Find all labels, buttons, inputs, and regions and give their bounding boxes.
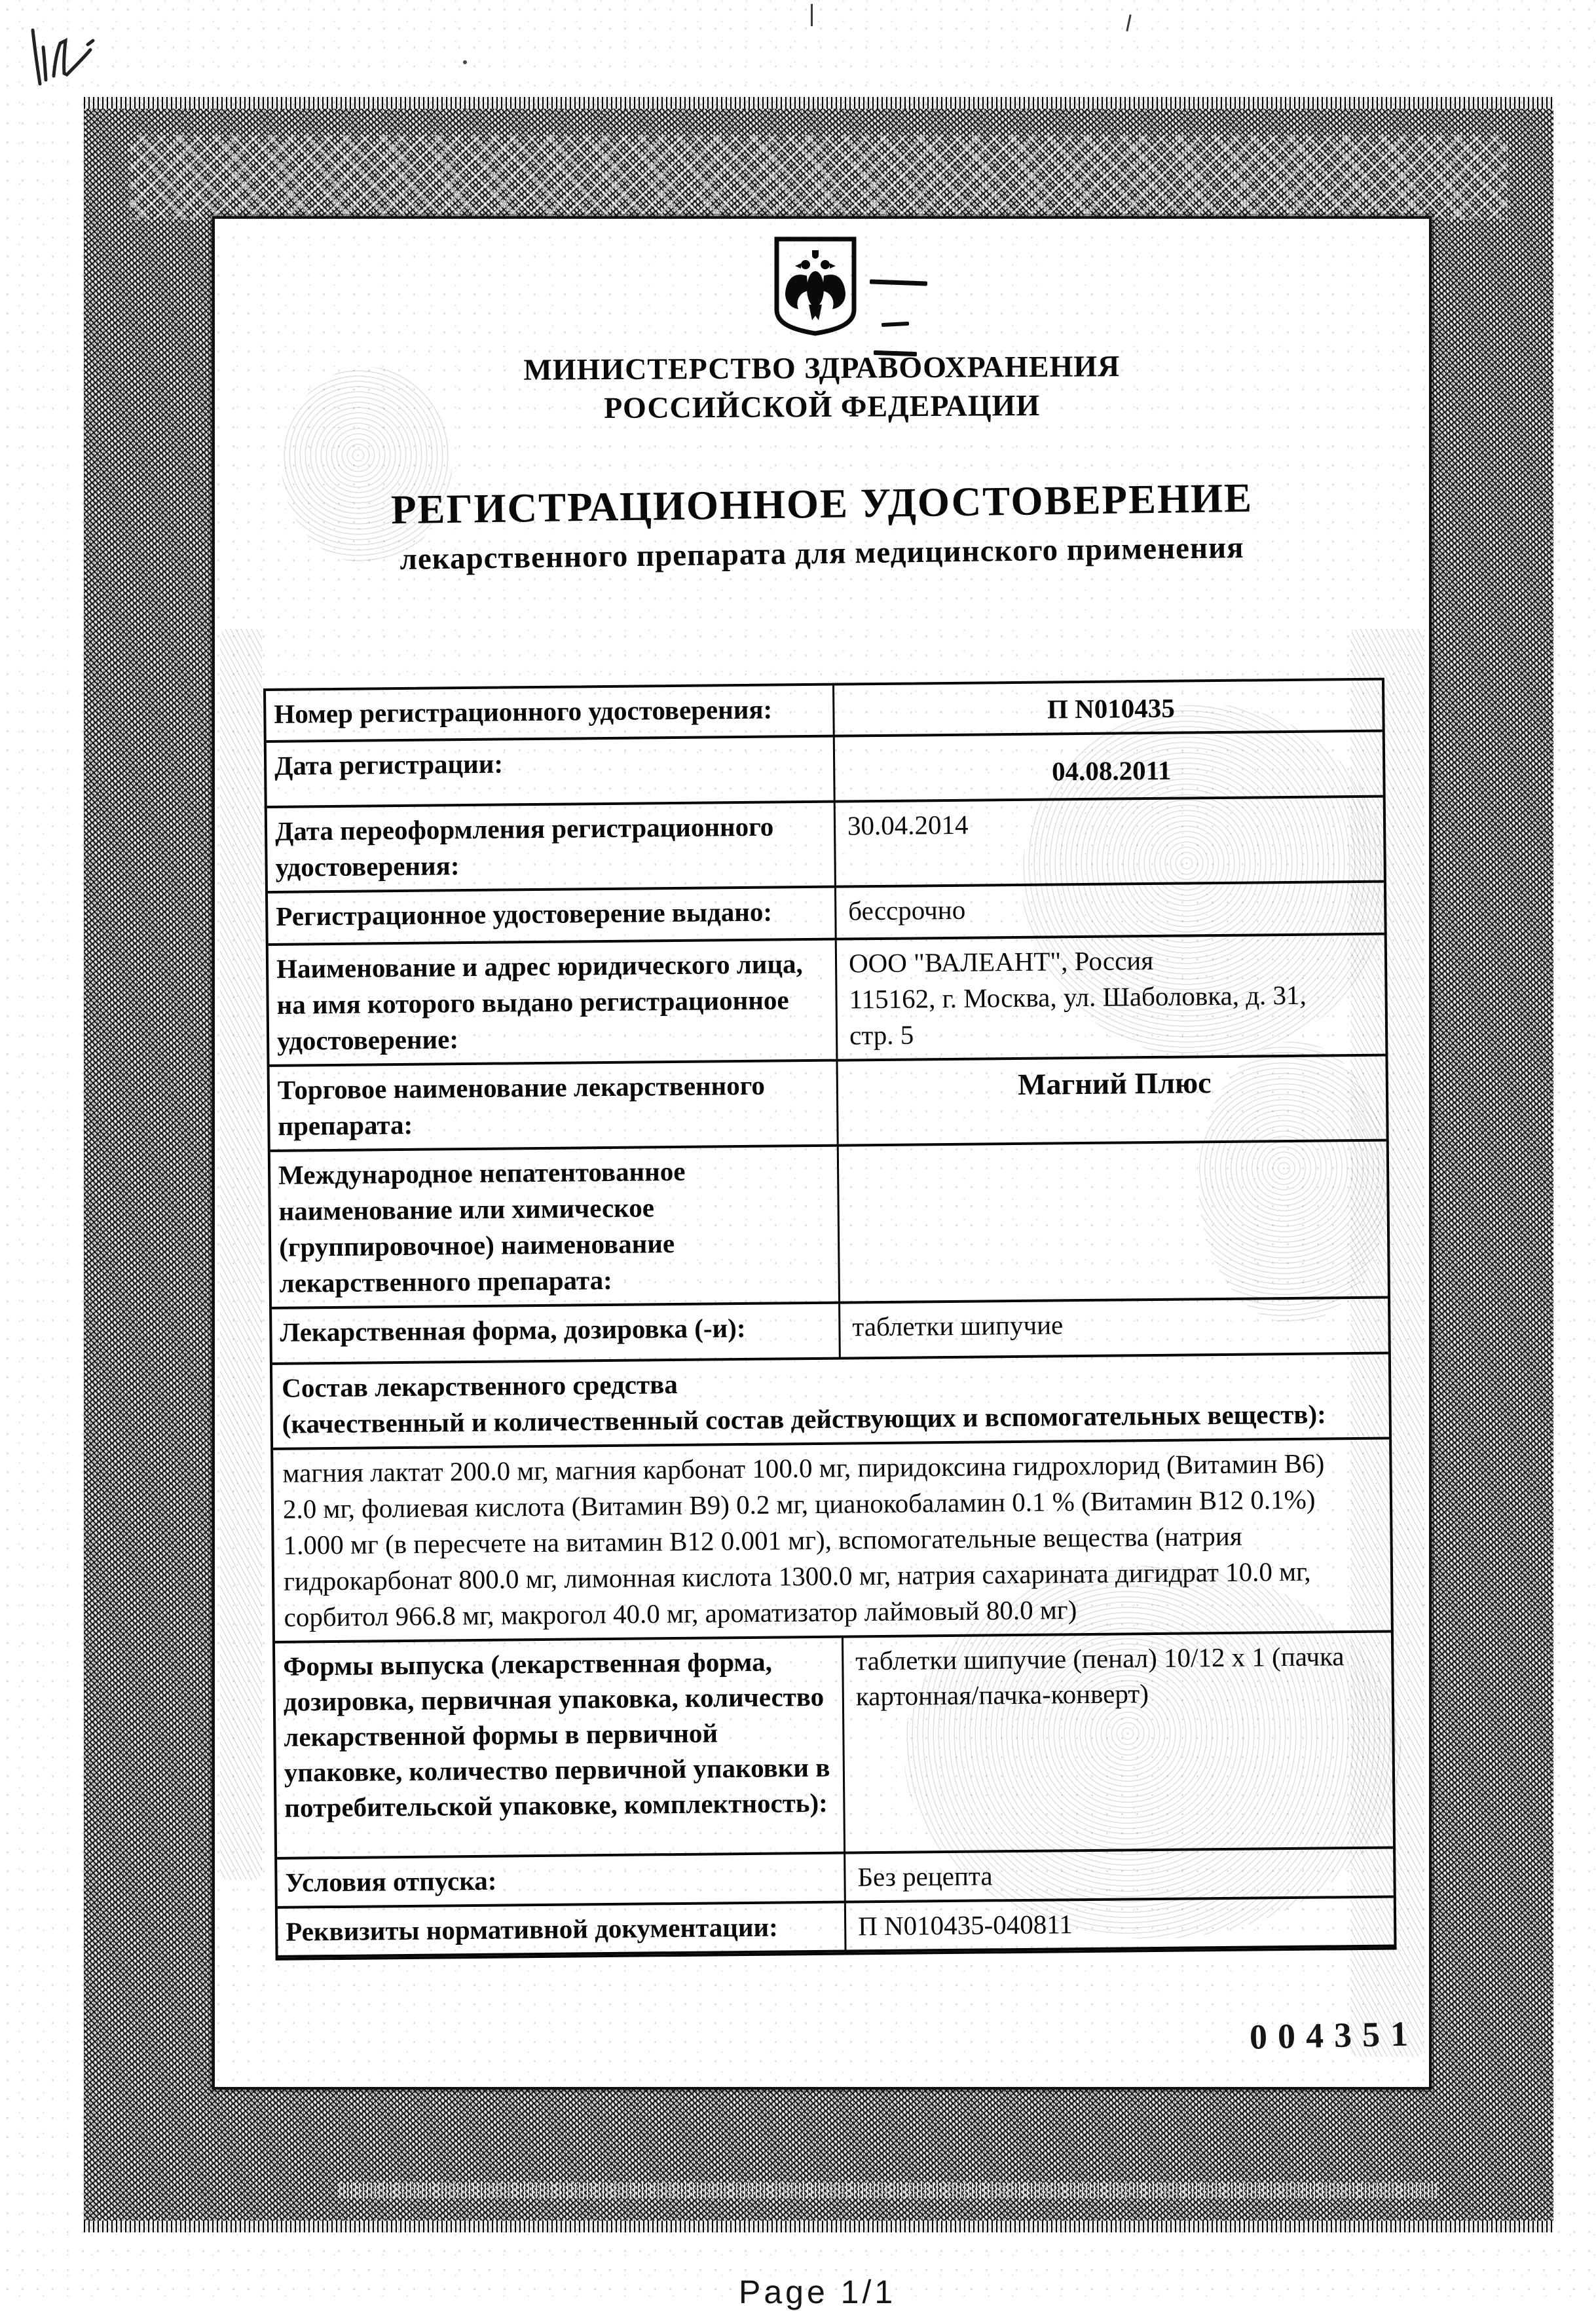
document-title: РЕГИСТРАЦИОННОЕ УДОСТОВЕРЕНИЕ	[390, 474, 1253, 533]
row-label: Реквизиты нормативной документации:	[278, 1904, 847, 1955]
table-row-registration-date	[267, 732, 1383, 808]
composition-line: гидрокарбонат 800.0 мг, лимонная кислота 1300.0 мг, натрия сахарината дигидрат 10.0 мг,	[283, 1556, 1311, 1596]
table-row-release-forms	[275, 1633, 1393, 1860]
row-value: Без рецепта	[857, 1860, 993, 1892]
table-row-trade-name	[270, 1057, 1386, 1152]
page-indicator: Page 1/1	[739, 2274, 897, 2310]
row-value: 30.04.2014	[847, 809, 969, 841]
table-row-dosage-form	[272, 1299, 1388, 1365]
row-label: Дата переоформления регистрационного удостоверения:	[267, 803, 836, 891]
row-value: П N010435	[1047, 692, 1175, 724]
composition-line: магния лактат 200.0 мг, магния карбонат 100.0 мг, пиридоксина гидрохлорид (Витамин В6)	[282, 1448, 1325, 1488]
composition-header-line: Состав лекарственного средства	[282, 1368, 678, 1403]
value-line: 115162, г. Москва, ул. Шаболовка, д. 31,	[849, 979, 1307, 1015]
composition-header-line: (качественный и количественный состав действующих и вспомогательных веществ):	[282, 1399, 1326, 1439]
row-label: Условия отпуска:	[277, 1854, 846, 1906]
row-label: Формы выпуска (лекарственная форма, дозировка, первичная упаковка, количество лекарственной формы в первичной упаковке, количество первичной упаковки в потребительской упаковке, комплектность):	[275, 1638, 845, 1857]
scan-artifact-tick	[811, 4, 813, 26]
row-label: Регистрационное удостоверение выдано:	[268, 888, 837, 943]
table-row-inn-name	[270, 1142, 1388, 1309]
document-subtitle: лекарственного препарата для медицинского применения	[399, 531, 1244, 576]
ministry-line1: МИНИСТЕРСТВО ЗДРАВООХРАНЕНИЯ	[523, 349, 1121, 386]
row-label: Наименование и адрес юридического лица, на имя которого выдано регистрационное удостоверение:	[269, 941, 838, 1064]
ministry-name	[217, 345, 1427, 429]
table-row-reissue-date	[267, 798, 1384, 893]
row-value	[839, 1142, 1388, 1302]
row-label: Лекарственная форма, дозировка (-и):	[272, 1304, 841, 1362]
row-label: Торговое наименование лекарственного препарата:	[270, 1062, 839, 1150]
row-label: Номер регистрационного удостоверения:	[266, 686, 835, 740]
composition-header	[272, 1355, 1389, 1448]
row-value	[837, 935, 1386, 1059]
composition-line: 1.000 мг (в пересчете на витамин В12 0.001 мг), вспомогательные вещества (натрия	[283, 1520, 1242, 1560]
serial-number-stamp: 004351	[1249, 2014, 1419, 2057]
composition-line: сорбитол 966.8 мг, макрогол 40.0 мг, ароматизатор лаймовый 80.0 мг)	[284, 1594, 1077, 1632]
value-line: картонная/пачка-конверт)	[855, 1678, 1149, 1712]
value-line: стр. 5	[849, 1019, 914, 1051]
row-value: Магний Плюс	[1017, 1066, 1212, 1101]
border-microprint-line	[339, 2183, 1439, 2198]
scan-artifact-tick	[1126, 14, 1131, 31]
row-label: Дата регистрации:	[267, 738, 836, 806]
value-line: таблетки шипучие (пенал) 10/12 х 1 (пачка	[855, 1641, 1345, 1676]
row-value: бессрочно	[848, 894, 966, 926]
table-row-composition-text	[273, 1440, 1391, 1644]
certificate-table	[263, 678, 1397, 1961]
row-label: Международное непатентованное наименование или химическое (группировочное) наименование лекарственного препарата:	[270, 1147, 840, 1307]
table-row-composition-header	[272, 1355, 1389, 1450]
border-tick-pattern-bottom	[84, 2221, 1553, 2232]
table-row-holder-name-address	[269, 935, 1386, 1067]
row-value: П N010435-040811	[857, 1909, 1073, 1942]
row-value: таблетки шипучие	[852, 1309, 1064, 1342]
border-tick-pattern-top	[84, 97, 1553, 109]
ministry-line2: РОССИЙСКОЙ ФЕДЕРАЦИИ	[604, 388, 1041, 425]
value-line: ООО "ВАЛЕАНТ", Россия	[848, 945, 1154, 979]
composition-line: 2.0 мг, фолиевая кислота (Витамин В9) 0.2 мг, цианокобаламин 0.1 % (Витамин В12 0.1%)	[282, 1484, 1316, 1524]
row-value	[844, 1633, 1393, 1852]
composition-text	[273, 1440, 1391, 1641]
row-value: 04.08.2011	[1051, 755, 1172, 787]
handwritten-pen-mark	[25, 21, 97, 93]
table-row-normative-docs	[278, 1898, 1394, 1958]
border-lattice-pattern	[130, 135, 1508, 220]
scan-artifact-dot	[463, 60, 467, 64]
russian-coat-of-arms-icon	[771, 236, 859, 337]
